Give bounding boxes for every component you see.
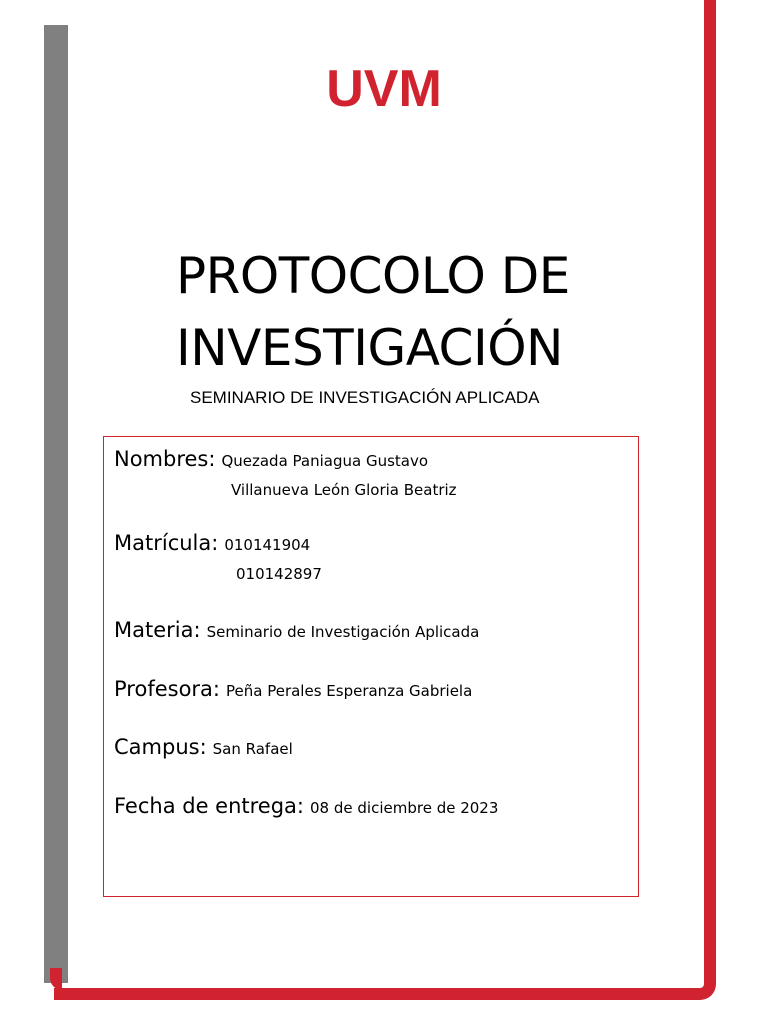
materia-value: Seminario de Investigación Aplicada (206, 623, 480, 641)
campus-row (114, 735, 293, 759)
campus-label: Campus: (114, 735, 207, 759)
matricula-row (114, 531, 310, 555)
nombres-row (114, 447, 428, 471)
title-line-1: PROTOCOLO DE (176, 247, 570, 305)
fecha-value: 08 de diciembre de 2023 (310, 799, 499, 817)
svg-text:UVM: UVM (326, 60, 442, 112)
nombres-label: Nombres: (114, 447, 216, 471)
title-line-2: INVESTIGACIÓN (176, 319, 563, 377)
fecha-row (114, 794, 498, 818)
nombre-2: Villanueva León Gloria Beatriz (231, 481, 457, 499)
document-title (176, 240, 696, 384)
profesora-value: Peña Perales Esperanza Gabriela (226, 682, 473, 700)
matricula-2: 010142897 (236, 565, 322, 583)
profesora-row (114, 677, 472, 701)
uvm-logo (0, 60, 768, 117)
campus-value: San Rafael (212, 740, 293, 758)
profesora-label: Profesora: (114, 677, 220, 701)
uvm-logo-mark (304, 60, 464, 112)
document-subtitle: SEMINARIO DE INVESTIGACIÓN APLICADA (190, 388, 540, 407)
materia-row (114, 618, 479, 642)
materia-label: Materia: (114, 618, 201, 642)
nombre-1: Quezada Paniagua Gustavo (221, 452, 429, 470)
info-box (103, 436, 639, 897)
fecha-label: Fecha de entrega: (114, 794, 305, 818)
matricula-label: Matrícula: (114, 531, 219, 555)
matricula-1: 010141904 (224, 536, 311, 554)
red-frame-corner (50, 968, 62, 990)
